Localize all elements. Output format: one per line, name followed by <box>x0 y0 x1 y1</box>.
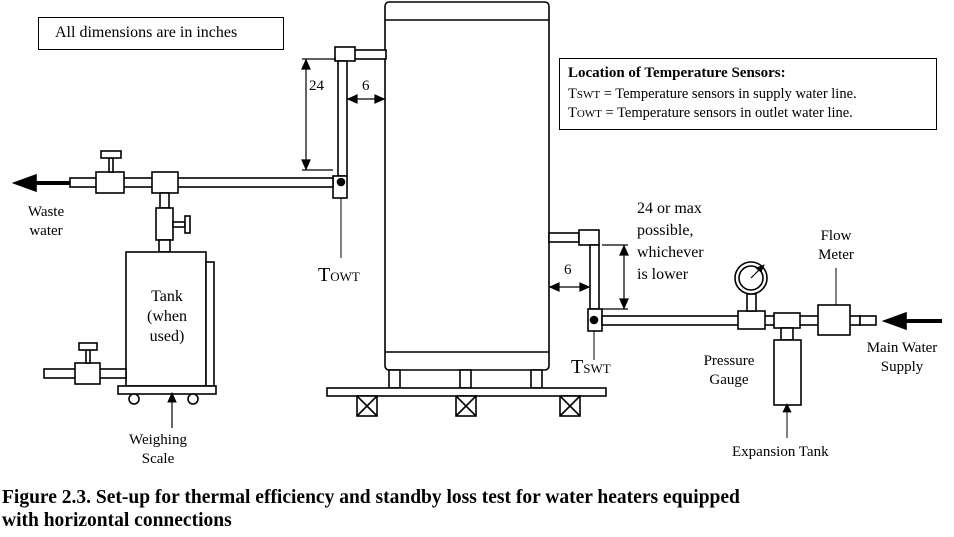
weighing-scale-label <box>118 431 198 469</box>
pressure-line2: Gauge <box>709 372 749 388</box>
dim-inlet-line2: possible, <box>637 222 694 239</box>
dim-inlet-vertical <box>637 198 704 286</box>
tank-line3: used) <box>149 328 185 345</box>
expansion-tank-label: Expansion Tank <box>732 444 829 460</box>
units-note-box <box>38 17 284 50</box>
towt-label <box>318 263 360 289</box>
towt-sensor-icon <box>338 179 345 186</box>
towt-symbol: T <box>318 264 331 286</box>
tank-line1: Tank <box>151 288 183 305</box>
dim-inlet-horizontal: 6 <box>564 262 572 278</box>
legend-swt-text: = Temperature sensors in supply water line. <box>600 86 857 102</box>
supply-arrow-icon <box>884 313 942 329</box>
caption-line1: Figure 2.3. Set-up for thermal efficiency and standby loss test for water heaters equipped <box>2 487 740 508</box>
pressure-gauge-label <box>693 352 765 390</box>
tank-line2: (when <box>147 308 187 325</box>
legend-swt-symbol: T <box>568 86 577 102</box>
units-note: All dimensions are in inches <box>55 24 238 41</box>
outlet-piping <box>70 47 386 252</box>
tswt-sensor-icon <box>591 317 598 324</box>
waste-water-line1: Waste <box>27 204 65 220</box>
dim-inlet-line4: is lower <box>637 266 689 283</box>
dim-outlet-vertical: 24 <box>309 78 324 94</box>
flow-meter-line2: Meter <box>818 247 854 263</box>
legend-owt-symbol: T <box>568 105 577 121</box>
weighing-line2: Scale <box>141 451 175 467</box>
flow-meter-line1: Flow <box>820 228 852 244</box>
waste-water-arrow-icon <box>14 175 70 191</box>
legend-swt-sub: SWT <box>576 89 601 101</box>
tswt-symbol: T <box>571 356 584 378</box>
dim-inlet-line3: whichever <box>637 244 704 261</box>
legend-owt-text: = Temperature sensors in outlet water line. <box>601 105 853 121</box>
water-heater <box>385 2 549 388</box>
tswt-sub: SWT <box>583 361 611 376</box>
legend-title: Location of Temperature Sensors: <box>568 65 786 81</box>
legend-owt-sub: OWT <box>576 108 602 120</box>
weighing-line1: Weighing <box>129 432 187 448</box>
towt-sub: OWT <box>330 269 360 284</box>
figure-caption <box>2 486 952 532</box>
pressure-line1: Pressure <box>703 353 755 369</box>
caption-line2: with horizontal connections <box>2 510 232 531</box>
main-supply-line2: Supply <box>880 359 924 375</box>
main-supply-line1: Main Water <box>866 340 938 356</box>
waste-water-line2: water <box>29 223 63 239</box>
waste-water-label <box>18 203 74 241</box>
tank-label <box>140 287 194 347</box>
main-supply-label <box>852 339 952 377</box>
dim-inlet-line1: 24 or max <box>637 200 702 217</box>
dim-outlet-horizontal: 6 <box>362 78 370 94</box>
legend-owt-row <box>568 104 853 124</box>
platform <box>327 388 606 416</box>
tswt-label <box>571 355 611 381</box>
legend-swt-row <box>568 85 857 105</box>
legend-box <box>559 58 937 130</box>
flow-meter-label <box>806 227 866 265</box>
